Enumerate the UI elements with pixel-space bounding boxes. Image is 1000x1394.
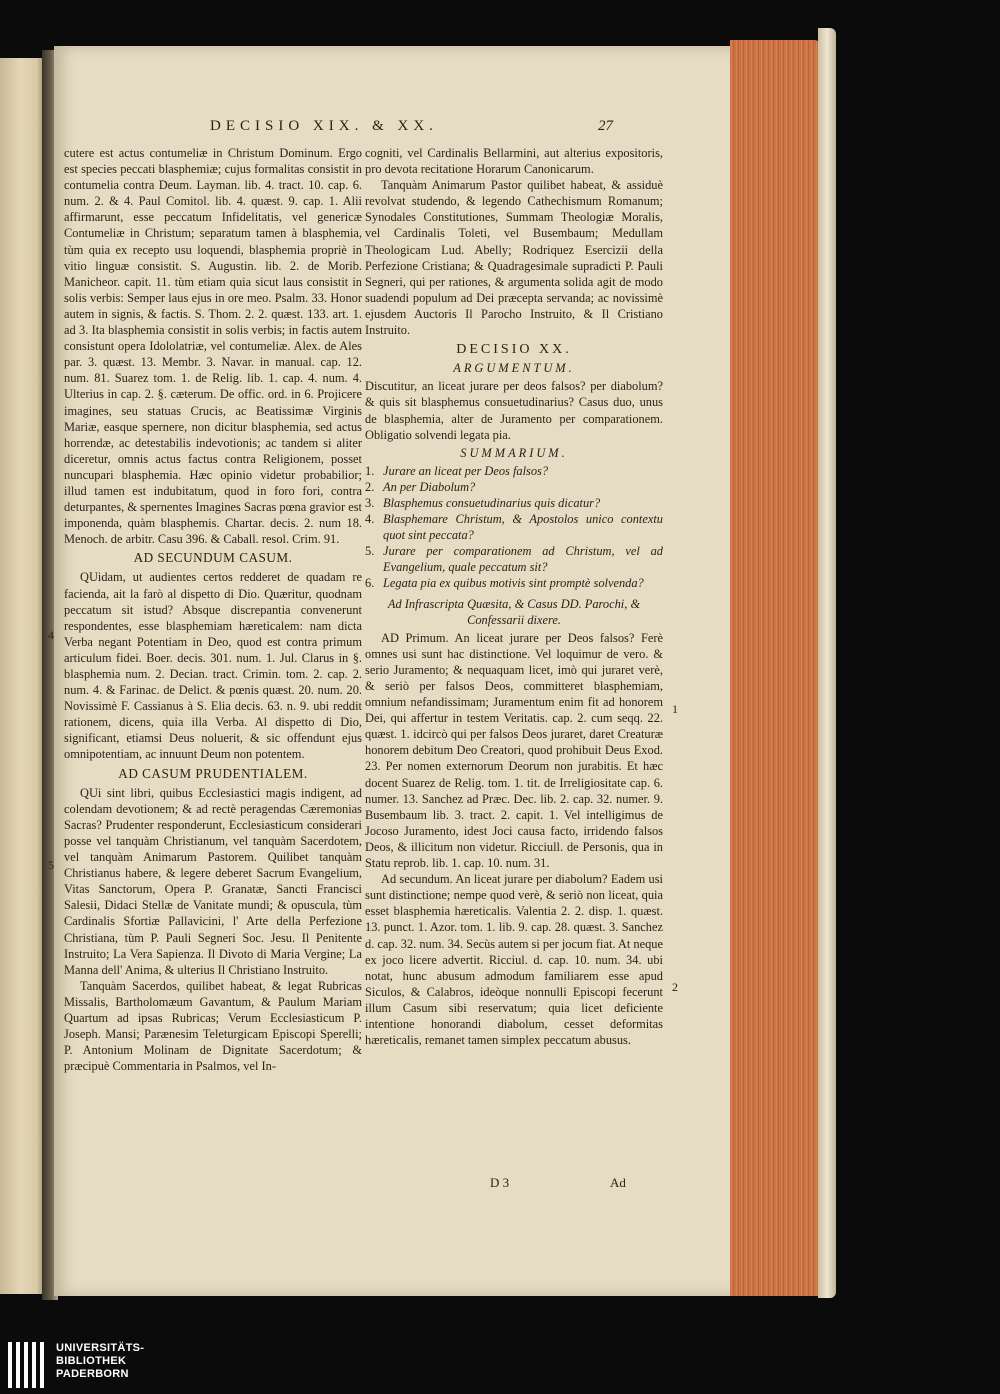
decisio-heading: DECISIO XX. [456,342,572,358]
argumentum-heading: ARGUMENTUM. [453,361,575,376]
running-head: DECISIO XIX. & XX. [210,118,438,134]
page-number: 27 [598,118,613,134]
margin-number-1: 1 [672,702,678,716]
summarium-item: 2. An per Diabolum? [365,479,476,494]
right-paragraph-2: Tanquàm Animarum Pastor quilibet habeat, & assiduè revolvat studendo, & legendo Cathechismum Romanum; Synodales Constitutiones, Summam Theologiæ Moralis, vel Cardinalis Toleti, vel Busembaum; Medullam Theologicam Lud. Abelly; Rodriquez Esercizii della Perfezione Cristiana; & Quadragesimale supradicti P. Pauli Segneri, qui per rationes, & argumenta solida agit de modo suadendi populum ad Dei præcepta servanda; ac novissimè ejusdem Auctoris Il Parocho Instruito, & Il Cristiano Instruito. [365,178,663,338]
library-logo [0,1336,200,1394]
book-cover-edge [818,28,836,1298]
margin-number-5: 5 [48,858,54,872]
signature-mark: D 3 [490,1175,510,1190]
summarium-list [365,463,663,592]
catchword: Ad [610,1175,626,1190]
margin-number-2: 2 [672,980,678,994]
right-column [365,145,663,1048]
summarium-item: 4. Blasphemare Christum, & Apostolos unico contextu quot sint peccata? [365,512,663,543]
summarium-heading: SUMMARIUM. [460,445,568,460]
left-paragraph-3: QUi sint libri, quibus Ecclesiastici magis indigent, ad colendam devotionem; & ad rectè peragendas Cæremonias Sacras? Prudenter responderunt, Ecclesiasticum considerari posse vel tanquàm Christianum, vel tanquàm Sacerdotem, vel tanquàm Animarum Pastorem. Quilibet tanquàm Christianus habere, & legere deberet Sacrum Evangelium, Vitas Sanctorum, Opera P. Granatæ, Sancti Francisci Salesii, Didaci Stellæ de Vanitate mundi; & opuscula, tùm Cardinalis Sfortiæ Pallavicini, l' Arte della Perfezione Christiana, tùm P. Pauli Segneri Soc. Jesu. Il Penitente Instruito; La Vera Sapienza. Il Divoto di Maria Vergine; La Manna dell' Anima, & ulterius Il Christiano Instruito. [64,785,362,977]
left-paragraph-4: Tanquàm Sacerdos, quilibet habeat, & legat Rubricas Missalis, Bartholomæum Gavantum, & Paulum Mariam Quartum ad ipsas Rubricas; Verum Ecclesiasticum P. Joseph. Mansi; Parænesim Teleturgicam Episcopi Sperelli; P. Antonium Molinam de Dignitate Sacerdotum; & præcipuè Commentaria in Psalmos, vel In- [64,978,362,1074]
left-paragraph-1: cutere est actus contumeliæ in Christum Dominum. Ergo est species peccati blasphemiæ; cujus formalitas consistit in contumelia contra Deum. Layman. lib. 4. tract. 10. cap. 6. num. 2. & 4. Paul Comitol. lib. 4. quæst. 9. cap. 1. Alii affirmarunt, esse peccatum Infidelitatis, vel genericæ Contumeliæ in Christum; separatum tamen à blasphemia, tùm quia ex recepto usu loquendi, blasphemia propriè in vitio linguæ consistit. S. Augustin. lib. 2. de Morib. Manicheor. capit. 11. tùm etiam quia sicut laus consistit in solis verbis: Semper laus ejus in ore meo. Psalm. 33. Honor autem in signis, & factis. S. Thom. 2. 2. quæst. 133. art. 1. ad 3. Ita blasphemia consistit in solis verbis; in factis autem consistunt opera Idololatriæ, vel contumeliæ. Alex. de Ales par. 3. quæst. 13. Membr. 3. Navar. in manual. cap. 12. num. 81. Suarez tom. 1. de Relig. lib. 1. cap. 4. num. 4. Ulterius in cap. 2. §. cæterum. De offic. ord. in 6. Projicere imagines, seu statuas Crucis, ac Beatissimæ Virginis Mariæ, easque spernere, non dicitur blasphemia, sed actus horrendæ, ac detestabilis indevotionis; ac tandem si aliter diceretur, omnis actus factus contra Religionem, posset nuncupari blasphemia. Hæc opinio videtur probabilior; illud tamen est indubitatum, quod in foro fori, contra deturpantes, & spernentes Imagines Sacras pœna gravior est imponenda, quàm blasphemis. Chartar. decis. 2. num 18. Menoch. de arbitr. Casu 396. & Caball. resol. Crim. 91. [64,146,362,547]
right-paragraph-3: AD Primum. An liceat jurare per Deos falsos? Ferè omnes usi sunt hac distinctione. Vel loquimur de vero. & serio Juramento; & nequaquam licet, imò qui juraret verè, & seriò per falsos Deos, committeret blasphemiam, omnium nefandissimam; Juramentum enim fit ad honorem Dei, qui affertur in testem Veritatis. cap. 2. cum seqq. 22. quæst. 1. idcircò qui per falsos Deos juraret, daret Creaturæ honorem debitum Deo Creatori, quod prohibuit Deus Exod. 23. Per nomen externorum Deorum non jurabitis. Et hæc docent Suarez de Relig. tom. 1. tit. de Irreligiositate cap. 6. numer. 13. Sanchez ad Præc. Dec. lib. 2. cap. 32. numer. 9. Busembaum lib. 3. tract. 2. capit. 1. Vel intelligimus de Jocoso Juramento, idest Joci causa facto, irridendo falsos Deos, & illicitum non videtur. Ricciull. de Personis, qua in Statu reprob. lib. 1. cap. 10. num. 31. [365,630,663,871]
summarium-item: 1. Jurare an liceat per Deos falsos? [365,463,549,478]
library-name: UNIVERSITÄTS- BIBLIOTHEK PADERBORN [56,1342,145,1380]
argumentum-text: Discutitur, an liceat jurare per deos falsos? per diabolum? & quis sit blasphemus consuetudinarius? Casus duo, unus de blasphemia, alter de Juramento per comparationem. Obligatio solvendi legata pia. [365,379,663,442]
section-heading-prudentialem: AD CASUM PRUDENTIALEM. [118,765,308,781]
library-bars-icon [8,1342,48,1388]
section-heading-secundum: AD SECUNDUM CASUM. [133,550,293,566]
left-paragraph-2: QUidam, ut audientes certos redderet de quadam re facienda, ait la farò al dispetto di Dio. Quæritur, quodnam peccatum sit istud? Absque discrepantia convenerunt respondentes, esse blasphemiam hæreticalem: nam dicta Verba negant Potentiam in Deo, quod est contra primum articulum fidei. Boer. decis. 301. num. 1. Jul. Clarus in §. blasphemia num. 2. Decian. tract. Crimin. tom. 2. cap. 2. num. 4. & Farinac. de Delict. & pœnis quæst. 20. num. 20. Novissimè F. Cassianus à S. Elia decis. 63. n. 9. ubi reddit rationem, dicens, quia illa Verba. Al dispetto di Dio, significant, etiamsi Deus noluerit, & sic offendunt ejus omnipotentiam, ac innuunt Deum non potentem. [64,570,362,762]
summarium-item: 3. Blasphemus consuetudinarius quis dicatur? [365,495,601,510]
page-edges [730,40,822,1296]
summarium-item: 5. Jurare per comparationem ad Christum, vel ad Evangelium, quale peccatum sit? [365,544,663,575]
summarium-item: 6. Legata pia ex quibus motivis sint promptè solvenda? [365,576,644,591]
right-paragraph-4: Ad secundum. An liceat jurare per diabolum? Eadem usi sunt distinctione; nempe quod verè, & seriò non liceat, quia esset blasphemia hæreticalis. Valentia 2. 2. disp. 1. quæst. 13. punct. 1. Azor. tom. 1. lib. 9. cap. 28. quæst. 3. Sanchez d. cap. 32. num. 34. Secùs autem si per jocum fiat. At neque ex joco licere advertit. Ricciul. d. cap. 10. num. 34. ubi notat, hunc abusum admodum familiarem esse apud Siculos, & Calabros, ideòque nonnulli Episcopi fecerunt illum Casum sibi reservatum; quia licet deficiente intentione honorandi diabolum, cesset deformitas hæreticalis, remanet tamen simplex peccatum abusus. [365,872,663,1048]
ad-infrascripta: Ad Infrascripta Quæsita, & Casus DD. Parochi, & Confessarii dixere. [387,596,641,627]
right-paragraph-1: cogniti, vel Cardinalis Bellarmini, aut alterius expositoris, pro devota recitatione Horarum Canonicarum. [365,146,663,177]
previous-page-edge [0,58,46,1294]
left-column [64,145,362,1074]
margin-number-4: 4 [48,628,54,642]
